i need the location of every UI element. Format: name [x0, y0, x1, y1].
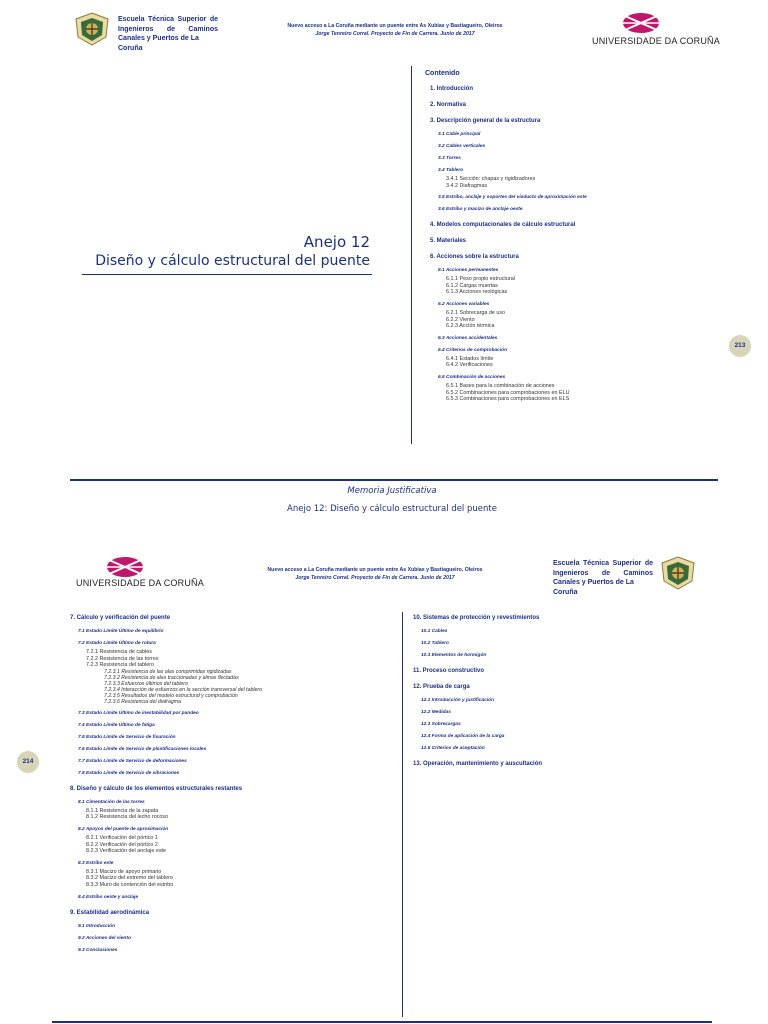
- project-title: Nuevo acceso a La Coruña mediante un puente entre As Xubias y Bastiagueiro, Oleiros: [267, 567, 483, 573]
- toc-entry[interactable]: 6.5.3 Combinaciones para comprobaciones en ELS: [446, 396, 570, 403]
- toc-entry[interactable]: 10.2 Tablero: [421, 641, 449, 646]
- toc-entry[interactable]: 7.2 Estado Límite Último de rotura: [78, 641, 156, 646]
- toc-entry[interactable]: 6.2.1 Sobrecarga de uso: [446, 309, 506, 316]
- school-name: [553, 559, 653, 597]
- toc-entry[interactable]: 12.5 Criterios de aceptación: [421, 746, 485, 751]
- toc-entry[interactable]: 8.4 Estribo oeste y anclaje: [78, 894, 138, 900]
- page2-toc-right: [413, 614, 713, 768]
- toc-entry[interactable]: 8.1.2 Resistencia del lecho rocoso: [86, 814, 169, 821]
- toc-entry[interactable]: 8.1.1 Resistencia de la zapata: [86, 807, 159, 814]
- school-line: Ingenieros de Caminos: [118, 25, 218, 33]
- toc-entry[interactable]: 6.2 Acciones variables: [438, 301, 490, 307]
- toc-entry[interactable]: 10.3 Elementos de hormigón: [421, 653, 487, 658]
- toc-entry[interactable]: 1. Introducción: [430, 86, 474, 92]
- toc-entry[interactable]: 3. Descripción general de la estructura: [430, 118, 541, 124]
- school-seal-top: [74, 12, 110, 46]
- toc-entry[interactable]: 7.2.3.1 Resistencia de las alas comprimidas rigidizadas: [104, 668, 232, 675]
- toc-entry[interactable]: 7.2.3.4 Interacción de esfuerzos en la sección transversal del tablero: [104, 686, 263, 693]
- school-line: Canales y Puertos de La Coruña: [553, 579, 634, 596]
- school-seal-bottom: [660, 556, 696, 590]
- footer-memoria: Memoria Justificativa: [347, 486, 437, 496]
- school-line: Escuela Técnica Superior de: [553, 560, 653, 567]
- university-logo: [76, 556, 204, 590]
- toc-entry[interactable]: 13. Operación, mantenimiento y auscultación: [413, 761, 543, 767]
- toc-entry[interactable]: 6.2.3 Acción térmica: [446, 323, 495, 330]
- page2-toc-left: [70, 614, 390, 954]
- school-line: Escuela Técnica Superior de: [118, 16, 218, 23]
- toc-entry[interactable]: 8.2 Apoyos del puente de aproximación: [78, 826, 169, 832]
- toc-entry[interactable]: 7.2.3.6 Resistencia del diafragma: [104, 698, 181, 705]
- toc-entry[interactable]: 6.4.1 Estados límite: [446, 355, 494, 362]
- toc-entry[interactable]: 7.5 Estado Límite de Servicio de fisuración: [78, 734, 176, 740]
- toc-entry[interactable]: 3.6 Estribo y macizo de anclaje oeste: [438, 207, 523, 213]
- toc-entry[interactable]: 7.2.3.3 Esfuerzos últimos del tablero: [104, 680, 188, 687]
- project-info: [250, 22, 540, 38]
- toc-entry[interactable]: 4. Modelos computacionales de cálculo estructural: [430, 222, 576, 229]
- toc-entry[interactable]: 2. Normativa: [430, 102, 467, 108]
- toc-entry[interactable]: 6.5 Combinación de acciones: [438, 374, 506, 380]
- toc-entry[interactable]: 7.2.3.5 Resultados del modelo estructural y comprobación: [104, 692, 238, 699]
- university-name: UNIVERSIDADE DA CORUÑA: [592, 36, 720, 46]
- toc-entry[interactable]: 6.4 Criterios de comprobación: [438, 347, 508, 353]
- toc-entry[interactable]: 12.2 Medidas: [421, 710, 451, 715]
- school-line: Ingenieros de Caminos: [553, 569, 653, 577]
- university-name: UNIVERSIDADE DA CORUÑA: [76, 578, 204, 588]
- toc-entry[interactable]: 12.1 Introducción y justificación: [421, 698, 495, 703]
- toc-entry[interactable]: 6.1.1 Peso propio estructural: [446, 276, 515, 283]
- annex-title-rule: [82, 274, 372, 275]
- toc-entry[interactable]: 6.2.2 Viento: [446, 316, 475, 323]
- project-author: Jorge Tenreiro Corral. Proyecto de Fin de Carrera. Junio de 2017: [295, 575, 455, 581]
- toc-entry[interactable]: 12.3 Sobrecargas: [421, 722, 461, 727]
- university-logo: [592, 12, 720, 50]
- page2-column-divider: [402, 612, 403, 1017]
- toc-entry[interactable]: 8.3.3 Muro de contención del estribo: [86, 881, 174, 888]
- toc-entry[interactable]: 7.2.2 Resistencia de las torres: [86, 655, 159, 662]
- project-title: Nuevo acceso a La Coruña mediante un puente entre As Xubias y Bastiagueiro, Oleiros: [287, 23, 503, 29]
- school-name: [118, 15, 218, 53]
- toc-entry[interactable]: 8.2.1 Verificación del pórtico 1: [86, 834, 158, 841]
- toc-entry[interactable]: 8.3 Estribo este: [78, 860, 114, 866]
- toc-entry[interactable]: 6.1.3 Acciones reológicas: [446, 289, 508, 296]
- toc-entry[interactable]: 7.2.3 Resistencia del tablero: [86, 662, 155, 669]
- toc-entry[interactable]: 6.1.2 Cargas muertas: [446, 282, 498, 289]
- annex-title: Diseño y cálculo estructural del puente: [95, 253, 370, 269]
- toc-entry[interactable]: 3.3 Torres: [438, 156, 461, 161]
- toc-entry[interactable]: 3.5 Estribo, anclaje y soportes del viaducto de aproximación este: [438, 195, 587, 201]
- toc-entry[interactable]: 7.7 Estado Límite de Servicio de deformaciones: [78, 758, 187, 764]
- toc-entry[interactable]: 3.1 Cable principal: [438, 132, 481, 137]
- page1-footer-rule: [70, 479, 718, 481]
- toc-entry[interactable]: 8.2.3 Verificación del anclaje este: [86, 848, 167, 855]
- toc-entry[interactable]: 7.2.3.2 Resistencia de alas traccionadas y almas flectadas: [104, 674, 239, 681]
- toc-entry[interactable]: 5. Materiales: [430, 238, 467, 245]
- toc-entry[interactable]: 7.4 Estado Límite Último de fatiga: [78, 722, 155, 728]
- toc-entry[interactable]: 6.5.1 Bases para la combinación de acciones: [446, 382, 555, 389]
- page-number-badge: 214: [17, 751, 39, 773]
- toc-entry[interactable]: 7.1 Estado Límite Último de equilibrio: [78, 629, 164, 634]
- toc-entry[interactable]: 9.3 Conclusiones: [78, 947, 118, 953]
- toc-entry[interactable]: 6.4.2 Verificaciones: [446, 362, 493, 369]
- project-author: Jorge Tenreiro Corral. Proyecto de Fin de Carrera. Junio de 2017: [315, 31, 475, 37]
- toc-entry[interactable]: 7.2.1 Resistencia de cables: [86, 649, 152, 655]
- toc-entry[interactable]: 11. Proceso constructivo: [413, 668, 485, 674]
- toc-entry[interactable]: 3.4.2 Diafragmas: [446, 182, 488, 189]
- footer-annex: Anejo 12: Diseño y cálculo estructural del puente: [287, 504, 497, 514]
- toc-entry[interactable]: 8.2.2 Verificación del pórtico 2: [86, 841, 158, 848]
- toc-entry[interactable]: 9.2 Acciones del viento: [78, 935, 131, 941]
- toc-entry[interactable]: 6.5.2 Combinaciones para comprobaciones en ELU: [446, 389, 570, 396]
- toc-entry[interactable]: 6. Acciones sobre la estructura: [430, 254, 519, 261]
- toc-entry[interactable]: 9. Estabilidad aerodinámica: [70, 909, 150, 916]
- toc-entry[interactable]: 7. Cálculo y verificación del puente: [70, 615, 171, 621]
- toc-entry[interactable]: 10.1 Cables: [421, 629, 448, 634]
- page1-toc: [425, 70, 725, 403]
- toc-entry[interactable]: 6.1 Acciones permanentes: [438, 268, 499, 274]
- toc-entry[interactable]: 7.8 Estado Límite de Servicio de vibraciones: [78, 770, 180, 776]
- toc-entry[interactable]: 10. Sistemas de protección y revestimientos: [413, 615, 540, 621]
- toc-entry[interactable]: 7.3 Estado Límite Último de inestabilidad por pandeo: [78, 710, 199, 716]
- toc-entry[interactable]: 8. Diseño y cálculo de los elementos estructurales restantes: [70, 785, 243, 792]
- toc-entry[interactable]: 12.4 Forma de aplicación de la carga: [421, 734, 505, 739]
- toc-list: [430, 85, 725, 403]
- annex-heading: [70, 233, 370, 269]
- toc-entry[interactable]: 8.3.1 Macizo de apoyo primario: [86, 868, 162, 875]
- toc-entry[interactable]: 7.6 Estado Límite de Servicio de plastificaciones locales: [78, 746, 207, 752]
- project-info: [230, 566, 520, 582]
- toc-entry[interactable]: 8.3.2 Macizo del extremo del tablero: [86, 875, 173, 882]
- page-number-badge: 213: [729, 335, 751, 357]
- toc-entry[interactable]: 3.4.1 Sección: chapas y rigidizadores: [446, 176, 536, 182]
- page1-column-divider: [411, 66, 412, 444]
- toc-entry[interactable]: 9.1 Introducción: [78, 923, 116, 929]
- toc-entry[interactable]: 3.4 Tablero: [438, 168, 464, 173]
- toc-entry[interactable]: 6.3 Acciones accidentales: [438, 335, 498, 341]
- toc-title: Contenido: [425, 70, 460, 77]
- school-line: Canales y Puertos de La Coruña: [118, 35, 199, 52]
- page2-footer-rule: [52, 1021, 712, 1023]
- toc-entry[interactable]: 8.1 Cimentación de las torres: [78, 799, 145, 805]
- toc-entry[interactable]: 12. Prueba de carga: [413, 684, 470, 690]
- toc-entry[interactable]: 3.2 Cables verticales: [438, 144, 486, 149]
- annex-number: Anejo 12: [303, 233, 370, 251]
